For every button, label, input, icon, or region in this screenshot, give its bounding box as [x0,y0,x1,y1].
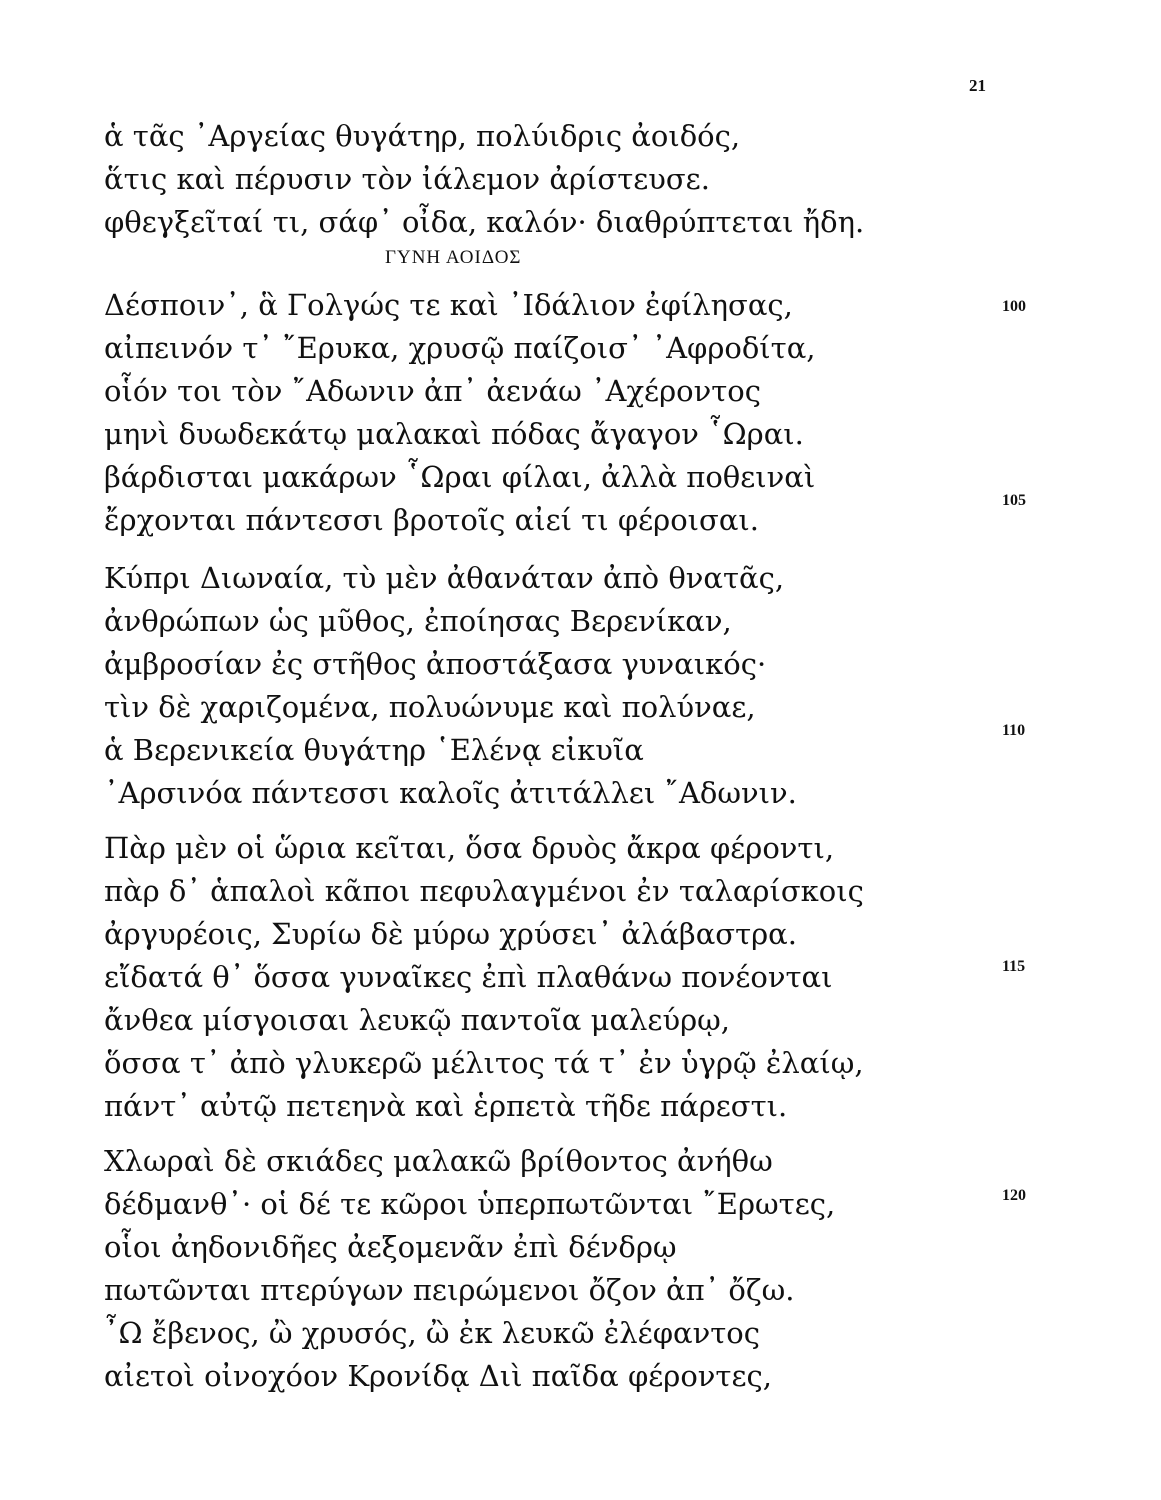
line-number-100: 100 [1002,298,1026,315]
line-number-110: 110 [1002,722,1026,739]
verse-line: αἰετοὶ οἰνοχόον Κρονίδᾳ Διὶ παῖδα φέροντες, [104,1359,772,1393]
verse-line: Πὰρ μὲν οἱ ὥρια κεῖται, ὅσα δρυὸς ἄκρα φέροντι, [104,831,835,865]
verse-line: ἀμβροσίαν ἐς στῆθος ἀποστάξασα γυναικός· [104,647,767,681]
verse-line: τὶν δὲ χαριζομένα, πολυώνυμε καὶ πολύναε, [104,690,756,724]
stanza-4 [104,827,964,1128]
stanza-5 [104,1140,964,1398]
verse-line: ῏Ω ἔβενος, ὢ χρυσός, ὢ ἐκ λευκῶ ἐλέφαντος [104,1316,760,1350]
line-number-105: 105 [1002,492,1026,509]
verse-line: ἁ Βερενικεία θυγάτηρ ῾Ελένᾳ εἰκυῖα [104,733,644,767]
verse-line: πωτῶνται πτερύγων πειρώμενοι ὄζον ἀπ᾽ ὄζω. [104,1273,795,1307]
line-number-115: 115 [1002,958,1026,975]
verse-line: πὰρ δ᾽ ἁπαλοὶ κᾶποι πεφυλαγμένοι ἐν ταλαρίσκοις [104,874,864,908]
verse-line: εἴδατά θ᾽ ὅσσα γυναῖκες ἐπὶ πλαθάνω πονέονται [104,960,833,994]
verse-line: ἁ τᾶς ᾽Αργείας θυγάτηρ, πολύιδρις ἀοιδός, [104,119,741,153]
verse-line: ἅτις καὶ πέρυσιν τὸν ἰάλεμον ἀρίστευσε. [104,162,710,196]
verse-line: μηνὶ δυωδεκάτῳ μαλακαὶ πόδας ἄγαγον ῟Ωραι. [104,417,804,451]
verse-line: οἷόν τοι τὸν ῎Αδωνιν ἀπ᾽ ἀενάω ᾽Αχέροντος [104,374,761,408]
verse-line: ᾽Αρσινόα πάντεσσι καλοῖς ἀτιτάλλει ῎Αδωνιν. [104,776,797,810]
verse-line: πάντ᾽ αὐτῷ πετεηνὰ καὶ ἑρπετὰ τῆδε πάρεστι. [104,1089,788,1123]
verse-line: ὅσσα τ᾽ ἀπὸ γλυκερῶ μέλιτος τά τ᾽ ἐν ὑγρῷ ἐλαίῳ, [104,1046,864,1080]
line-number-120: 120 [1002,1187,1026,1204]
verse-line: οἷοι ἀηδονιδῆες ἀεξομενᾶν ἐπὶ δένδρῳ [104,1230,677,1264]
verse-line: δέδμανθ᾽· οἱ δέ τε κῶροι ὑπερπωτῶνται ῎Ερωτες, [104,1187,836,1221]
verse-line: ἔρχονται πάντεσσι βροτοῖς αἰεί τι φέροισαι. [104,503,759,537]
verse-line: Δέσποιν᾽, ἃ Γολγώς τε καὶ ᾽Ιδάλιον ἐφίλησας, [104,288,793,322]
verse-line: βάρδισται μακάρων ῟Ωραι φίλαι, ἀλλὰ ποθειναὶ [104,460,816,494]
verse-line: ἀνθρώπων ὡς μῦθος, ἐποίησας Βερενίκαν, [104,604,732,638]
verse-line: αἰπεινόν τ᾽ ῎Ερυκα, χρυσῷ παίζοισ᾽ ᾽Αφροδίτα, [104,331,816,365]
verse-line: ἄνθεα μίσγοισαι λευκῷ παντοῖα μαλεύρῳ, [104,1003,730,1037]
speaker-heading: ΓΥΝΗ ΑΟΙΔΟΣ [385,247,522,268]
stanza-2 [104,284,964,542]
page-number: 21 [969,76,986,95]
verse-line: ἀργυρέοις, Συρίω δὲ μύρω χρύσει᾽ ἀλάβαστρα. [104,917,797,951]
stanza-3 [104,557,964,815]
stanza-1 [104,115,964,244]
verse-line: Χλωραὶ δὲ σκιάδες μαλακῶ βρίθοντος ἀνήθω [104,1144,773,1178]
verse-line: φθεγξεῖταί τι, σάφ᾽ οἶδα, καλόν· διαθρύπτεται ἤδη. [104,205,865,239]
verse-line: Κύπρι Διωναία, τὺ μὲν ἀθανάταν ἀπὸ θνατᾶς, [104,561,785,595]
